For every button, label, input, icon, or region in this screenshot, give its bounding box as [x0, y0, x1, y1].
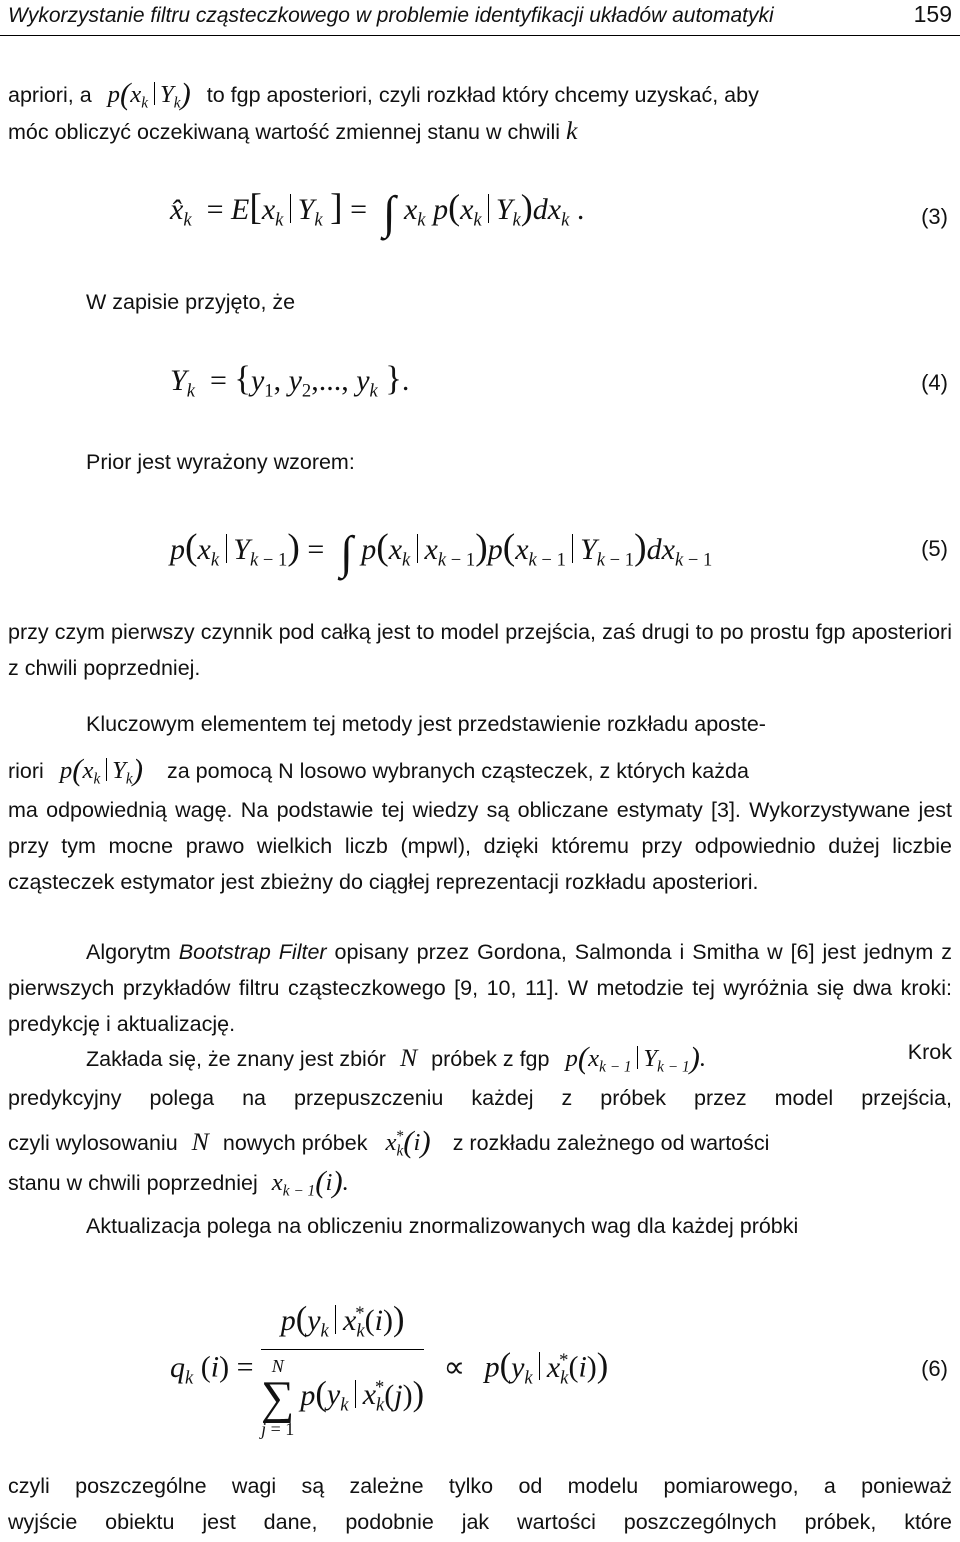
algorithm-name: Bootstrap Filter [178, 940, 327, 964]
equation-5: $p(x_k$ $Y_{k - 1}$) = ∫ $p(x_k$ $x_{k - 1})p(x_{k - 1}$ $Y_{k - 1})dx_{k - 1}$ [170, 527, 713, 580]
equation-3: $x̂_k = E[x_k$ $Y_k$ ] = ∫ $x_k$ $p(x_k$ $Y_k)dx_k$ . [170, 187, 585, 240]
text-prior: Prior jest wyrażony wzorem: [86, 450, 355, 474]
text-kluczowym-1: Kluczowym elementem tej metody jest przedstawienie rozkładu aposte- [86, 712, 766, 736]
inline-math-posterior: $p(x_k$ $Y_k$) [107, 76, 191, 112]
text-kluczowym-2: riori $p(x_k$ $Y_k$) za pomocą N losowo wybranych cząsteczek, z których każda [8, 752, 749, 788]
equation-6: $q_k$ (i) = $p(y_k$ $x_k^*(i)$) N ∑ $j = 1p(y_k$ $x_k^*(j)$) ∝ $p(y_k$ $x_k^*(i)$) [170, 1300, 609, 1439]
paragraph-transition-model: przy czym pierwszy czynnik pod całką jest to model przejścia, zaś drugi to po prostu fgp aposteriori z chwili poprzedniej. [8, 620, 952, 680]
equation-number-4: (4) [921, 370, 948, 395]
text-line-1: apriori, a $p(x_k$ $Y_k$) to fgp aposteriori, czyli rozkład który chcemy uzyskać, aby [8, 76, 759, 112]
paragraph-aktualizacja: Aktualizacja polega na obliczeniu znormalizowanych wag dla każdej próbki [86, 1214, 799, 1238]
paragraph-algorytm: Algorytm Bootstrap Filter opisany przez Gordona, Salmonda i Smitha w [6] jest jednym z pierwszych przykładów filtru cząsteczkowego [9, 10, 11]. W metodzie tej wyróżnia się dwa kroki: predykcję i aktualizację. [8, 940, 952, 1036]
equation-6-fraction: $p(y_k$ $x_k^*(i)$) N ∑ $j = 1p(y_k$ $x_k^*(j)$) [261, 1300, 425, 1439]
equation-number-5: (5) [921, 536, 948, 561]
inline-math-posterior-2: $p(x_k$ $Y_k$) [59, 752, 143, 788]
text-stanu: stanu w chwili poprzedniej $x_{k - 1}(i)$. [8, 1164, 349, 1200]
running-title: Wykorzystanie filtru cząsteczkowego w problemie identyfikacji układów automatyki [8, 4, 774, 27]
text-predykcyjny: predykcyjny polega na przepuszczeniu każdej z próbek przez model przejścia, [8, 1086, 952, 1110]
text-last-2: wyjście obiektu jest dane, podobnie jak wartości poszczególnych próbek, które [8, 1510, 952, 1534]
inline-math-prev-samples: $x_{k - 1}(i)$. [271, 1164, 349, 1200]
page-header [0, 0, 960, 36]
equation-number-3: (3) [921, 204, 948, 229]
text-w-zapisie: W zapisie przyjęto, że [86, 290, 296, 314]
inline-math-prior: $p(x_{k - 1}$ $Y_{k - 1}$). [565, 1040, 707, 1076]
inline-math-new-samples: $x_k^*(i)$ [385, 1124, 431, 1160]
page-number: 159 [913, 1, 952, 27]
equation-number-6: (6) [921, 1356, 948, 1381]
equation-4: $Y_k = \{y_1$, $y_2$,..., $y_k$ }. [170, 360, 410, 402]
text-last-1: czyli poszczególne wagi są zależne tylko od modelu pomiarowego, a ponieważ [8, 1474, 952, 1498]
text-wylosowaniu: czyli wylosowaniu N nowych próbek $x_k^*(i)$ z rozkładu zależnego od wartości [8, 1124, 770, 1160]
text-line-2: móc obliczyć oczekiwaną wartość zmiennej stanu w chwili k [8, 116, 578, 145]
text-zaklada: Zakłada się, że znany jest zbiór N próbek z fgp $p(x_{k - 1}$ $Y_{k - 1}$). Krok [86, 1040, 952, 1076]
paragraph-kluczowym-rest: ma odpowiednią wagę. Na podstawie tej wiedzy są obliczane estymaty [3]. Wykorzystywane jest przy tym mocne prawo wielkich liczb (mpwl), dzięki któremu przy odpowiednio dużej liczbie cząsteczek estymator jest zbieżny do ciągłej reprezentacji rozkładu aposteriori. [8, 798, 952, 894]
